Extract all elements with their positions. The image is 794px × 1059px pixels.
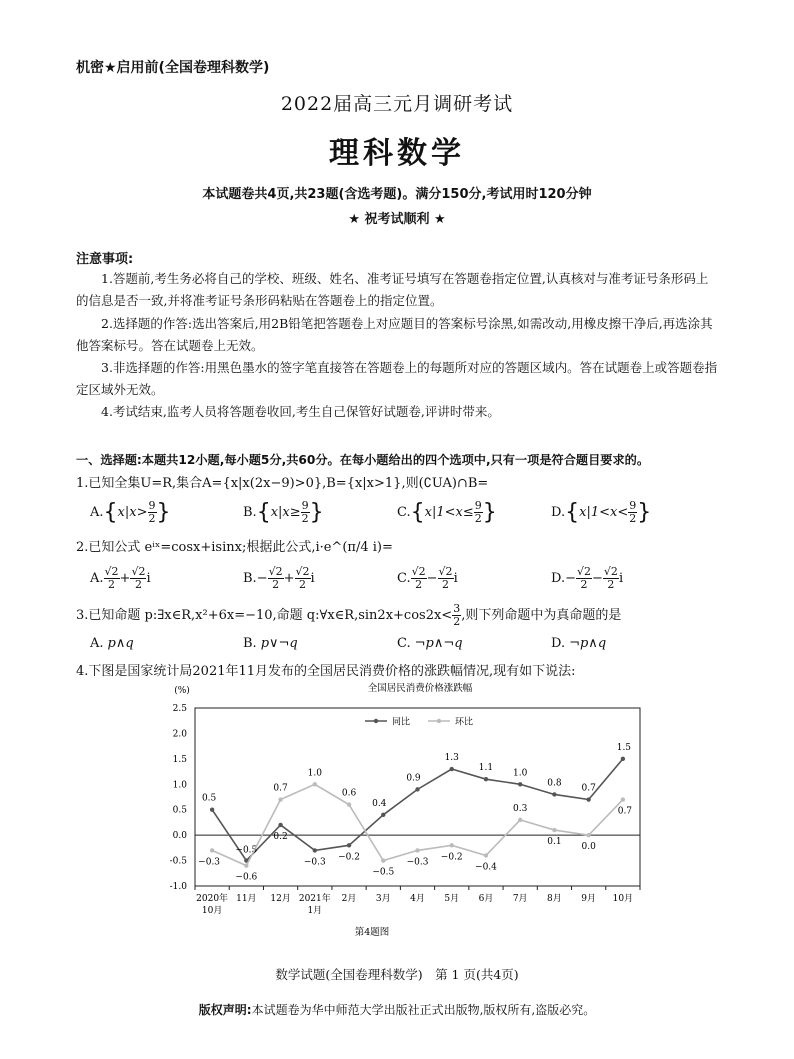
- y-tick-label: 1.5: [172, 754, 187, 765]
- x-tick-label: 12月: [270, 894, 291, 904]
- brace-open: {: [103, 500, 118, 525]
- set-bar: |: [586, 505, 591, 520]
- question-3-option: [397, 636, 463, 651]
- option-label: C.: [397, 636, 411, 651]
- option-tail: i: [618, 571, 624, 586]
- y-tick-label: 2.5: [172, 704, 187, 714]
- option-fraction: $\frac{9}{2}$: [629, 499, 637, 525]
- option-fraction: $\frac{√2}{2}$: [577, 565, 592, 591]
- set-bar: |: [124, 505, 130, 520]
- option-tail: i: [310, 571, 315, 586]
- question-3-option: [90, 636, 134, 651]
- subject-title: 理科数学: [329, 136, 465, 171]
- exam-title: 2022届高三元月调研考试: [280, 93, 514, 115]
- data-label: −0.2: [338, 852, 360, 863]
- option-label: D.: [551, 571, 566, 586]
- data-point: [621, 757, 625, 761]
- question-2-option: [551, 566, 623, 591]
- data-label: 0.2: [273, 831, 288, 842]
- set-var: x: [117, 505, 125, 520]
- brace-open: {: [256, 500, 271, 525]
- chart-ylabel: (%): [174, 686, 190, 696]
- notice-heading: 注意事项:: [76, 252, 134, 267]
- question-2-option: [243, 566, 315, 591]
- option-sign: +: [119, 571, 131, 586]
- data-point: [484, 777, 488, 781]
- option-fraction: $\frac{√2}{2}$: [295, 565, 310, 591]
- option-fraction: $\frac{9}{2}$: [474, 499, 482, 525]
- set-var: x: [424, 505, 432, 520]
- y-tick-label: -1.0: [169, 882, 187, 892]
- data-label: 1.0: [307, 768, 322, 779]
- notice-item: 2.选择题的作答:选出答案后,用2B铅笔把答题卷上对应题目的答案标号涂黑,如需改动,用橡皮擦干净后,再选涂其他答案标号。答在试题卷上无效。: [76, 316, 713, 353]
- question-2-option: [90, 566, 151, 591]
- x-tick-label: 10月: [201, 906, 223, 916]
- data-point: [210, 848, 214, 852]
- data-label: 0.4: [372, 798, 387, 809]
- data-label: −0.2: [440, 852, 463, 863]
- x-tick-label: 8月: [547, 894, 562, 904]
- notice-item: 3.非选择题的作答:用黑色墨水的签字笔直接答在答题卷上的每题所对应的答题区域内。答在试题卷上或答题卷指定区域外无效。: [76, 360, 718, 397]
- brace-open: {: [565, 500, 580, 525]
- y-tick-label: 1.0: [172, 780, 187, 791]
- data-label: 1.5: [616, 742, 632, 753]
- x-tick-label: 1月: [307, 906, 323, 916]
- data-label: 1.1: [478, 763, 494, 774]
- page-footer: 数学试题(全国卷理科数学) 第 1 页(共4页): [275, 967, 519, 982]
- data-label: −0.4: [475, 862, 497, 873]
- y-tick-label: 0.5: [172, 805, 187, 816]
- question-3-option: [551, 636, 606, 651]
- option-sign: −: [565, 571, 576, 586]
- data-point: [278, 797, 282, 801]
- question-4-stem: 4.下图是国家统计局2021年11月发布的全国居民消费价格的涨跌幅情况,现有如下说法:: [76, 664, 576, 679]
- notice-item: 1.答题前,考生务必将自己的学校、班级、姓名、准考证号填写在答题卷指定位置,认真核对与准考证号条形码上的信息是否一致,并将准考证号条形码粘贴在答题卷上的指定位置。: [76, 271, 709, 308]
- option-label: A.: [90, 571, 104, 586]
- data-point: [381, 858, 385, 862]
- brace-close: }: [156, 500, 171, 525]
- set-bar: |: [431, 505, 437, 520]
- copyright-notice: [0, 1001, 794, 1018]
- legend-label: 同比: [392, 717, 411, 728]
- question-2-option: [397, 566, 458, 591]
- y-tick-label: 0.0: [172, 831, 187, 842]
- data-point: [450, 767, 454, 771]
- chart-caption: 第4题图: [354, 927, 390, 938]
- brace-close: }: [482, 500, 497, 525]
- x-tick-label: 5月: [444, 894, 460, 904]
- option-text: p∧q: [107, 636, 134, 651]
- option-label: B.: [243, 571, 257, 586]
- y-tick-label: -0.5: [169, 856, 187, 867]
- data-label: −0.6: [235, 872, 258, 883]
- exam-info: 本试题卷共4页,共23题(含选考题)。满分150分,考试用时120分钟: [202, 187, 592, 202]
- data-label: 0.7: [581, 783, 596, 794]
- data-point: [518, 782, 522, 786]
- data-label: 0.6: [341, 788, 357, 799]
- copyright-text: 本试题卷为华中师范大学出版社正式出版物,版权所有,盗版必究。: [251, 1003, 596, 1017]
- data-label: 0.5: [201, 793, 217, 804]
- data-point: [484, 853, 488, 857]
- option-fraction: $\frac{√2}{2}$: [131, 565, 146, 591]
- data-point: [415, 848, 419, 852]
- legend-marker: [374, 719, 378, 723]
- set-var: x: [270, 505, 279, 520]
- option-label: D.: [551, 636, 566, 651]
- legend-marker: [437, 719, 441, 723]
- data-label: 1.3: [444, 753, 459, 764]
- x-tick-label: 3月: [375, 894, 391, 904]
- set-condition: 1<x≤: [436, 505, 474, 520]
- set-condition: x≥: [282, 505, 301, 520]
- option-fraction: $\frac{√2}{2}$: [603, 565, 618, 591]
- set-condition: x>: [129, 505, 148, 520]
- copyright-label: 版权声明:: [198, 1003, 252, 1017]
- exam-wish: ★ 祝考试顺利 ★: [348, 212, 446, 227]
- data-point: [244, 863, 248, 867]
- data-label: 1.0: [513, 768, 528, 779]
- option-sign: +: [283, 571, 295, 586]
- data-label: −0.3: [198, 857, 221, 868]
- brace-close: }: [309, 500, 324, 525]
- option-fraction: $\frac{√2}{2}$: [411, 565, 426, 591]
- x-tick-label: 6月: [478, 894, 494, 904]
- option-sign: −: [426, 571, 438, 586]
- question-3-fraction: $\frac{3}{2}$: [453, 602, 461, 628]
- x-tick-label: 2021年: [298, 894, 331, 904]
- data-label: 0.7: [273, 783, 288, 794]
- option-fraction: $\frac{√2}{2}$: [438, 565, 453, 591]
- data-label: −0.3: [406, 857, 429, 868]
- question-1-option: [90, 500, 171, 525]
- data-label: 0.0: [581, 842, 596, 853]
- confidential-label: 机密★启用前(全国卷理科数学): [76, 60, 270, 76]
- data-label: 0.7: [617, 806, 633, 817]
- data-point: [347, 802, 351, 806]
- option-fraction: $\frac{9}{2}$: [301, 499, 309, 525]
- data-label: 0.1: [547, 837, 562, 848]
- question-3-stem-post: ,则下列命题中为真命题的是: [461, 608, 622, 623]
- option-label: B.: [243, 505, 257, 520]
- x-tick-label: 4月: [410, 894, 425, 904]
- data-label: 0.3: [513, 803, 528, 814]
- option-text: ¬p∧q: [569, 636, 607, 651]
- section-heading: 一、选择题:本题共12小题,每小题5分,共60分。在每小题给出的四个选项中,只有一项是符合题目要求的。: [76, 453, 650, 467]
- question-1-option: [397, 500, 497, 525]
- cpi-chart: [150, 678, 650, 940]
- data-point: [313, 848, 317, 852]
- question-1-option: [551, 500, 651, 525]
- option-fraction: $\frac{√2}{2}$: [104, 565, 119, 591]
- x-tick-label: 2020年: [196, 894, 229, 904]
- data-point: [313, 782, 317, 786]
- question-1-option: [243, 500, 324, 525]
- brace-close: }: [637, 500, 652, 525]
- data-point: [347, 843, 351, 847]
- x-tick-label: 7月: [512, 894, 528, 904]
- set-bar: |: [278, 505, 283, 520]
- option-label: C.: [397, 505, 411, 520]
- data-point: [518, 818, 522, 822]
- option-tail: i: [453, 571, 458, 586]
- question-3-stem: [76, 603, 621, 628]
- x-tick-label: 10月: [612, 894, 634, 904]
- option-text: ¬p∧¬q: [414, 636, 463, 651]
- option-label: A.: [90, 505, 104, 520]
- chart-title: 全国居民消费价格涨跌幅: [367, 683, 473, 694]
- data-point: [381, 813, 385, 817]
- question-2-stem: 2.已知公式 eⁱˣ=cosx+isinx;根据此公式,i·e^(π/4 i)=: [76, 540, 393, 555]
- data-point: [450, 843, 454, 847]
- data-point: [415, 787, 419, 791]
- option-label: D.: [551, 505, 566, 520]
- option-sign: −: [256, 571, 268, 586]
- question-3-stem-pre: 3.已知命题 p:∃x∈R,x²+6x=−10,命题 q:∀x∈R,sin2x+cos2x<: [76, 608, 453, 623]
- notice-item: 4.考试结束,监考人员将答题卷收回,考生自己保管好试题卷,评讲时带来。: [101, 404, 500, 419]
- question-3-option: [243, 636, 298, 651]
- data-label: 0.8: [547, 778, 562, 789]
- set-condition: 1<x<: [590, 505, 629, 520]
- data-point: [210, 808, 214, 812]
- y-tick-label: 2.0: [172, 729, 187, 740]
- option-fraction: $\frac{9}{2}$: [148, 499, 156, 525]
- option-label: B.: [243, 636, 257, 651]
- brace-open: {: [410, 500, 425, 525]
- data-point: [586, 797, 590, 801]
- data-point: [278, 823, 282, 827]
- set-var: x: [579, 505, 587, 520]
- option-fraction: $\frac{√2}{2}$: [268, 565, 283, 591]
- data-label: −0.5: [235, 845, 258, 856]
- x-tick-label: 2月: [341, 894, 357, 904]
- question-1-stem: 1.已知全集U=R,集合A={x|x(2x−9)>0},B={x|x>1},则(∁UA)∩B=: [76, 476, 489, 491]
- data-label: −0.5: [372, 867, 395, 878]
- x-tick-label: 9月: [581, 894, 597, 904]
- option-label: C.: [397, 571, 411, 586]
- data-point: [586, 833, 590, 837]
- x-tick-label: 11月: [236, 894, 257, 904]
- data-point: [552, 828, 556, 832]
- option-tail: i: [146, 571, 151, 586]
- data-label: 0.9: [406, 773, 421, 784]
- legend-label: 环比: [455, 717, 474, 728]
- data-label: −0.3: [303, 857, 326, 868]
- option-text: p∨¬q: [260, 636, 298, 651]
- option-sign: −: [592, 571, 603, 586]
- data-point: [552, 792, 556, 796]
- option-label: A.: [90, 636, 104, 651]
- data-point: [621, 797, 625, 801]
